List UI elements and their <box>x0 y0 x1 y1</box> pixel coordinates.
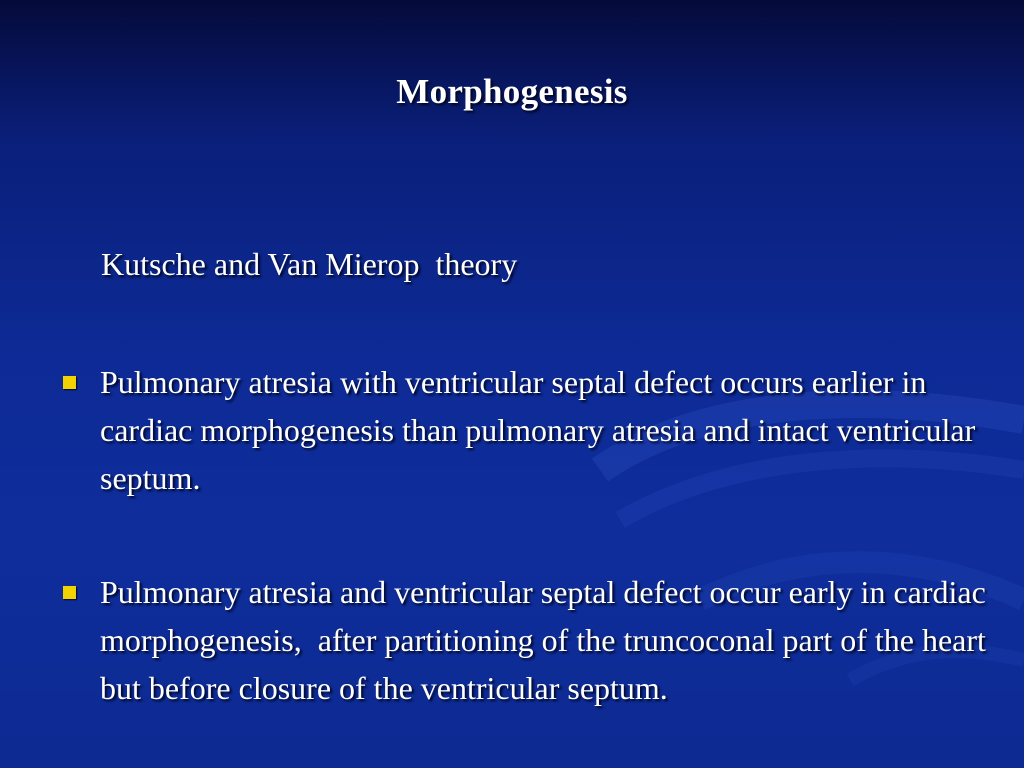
slide-title: Morphogenesis <box>396 72 628 111</box>
slide-subheading: Kutsche and Van Mierop theory <box>101 246 518 282</box>
yellow-square-bullet-icon <box>63 586 76 599</box>
bullet-item-2: Pulmonary atresia and ventricular septal defect occur early in cardiac morphogenesis, after partitioning of the truncoconal part of the heart but before closure of the ventricular septum. <box>100 574 994 706</box>
yellow-square-bullet-icon <box>63 376 76 389</box>
bullet-item-1: Pulmonary atresia with ventricular septal defect occurs earlier in cardiac morphogenesis than pulmonary atresia and intact ventricular septum. <box>100 364 984 496</box>
